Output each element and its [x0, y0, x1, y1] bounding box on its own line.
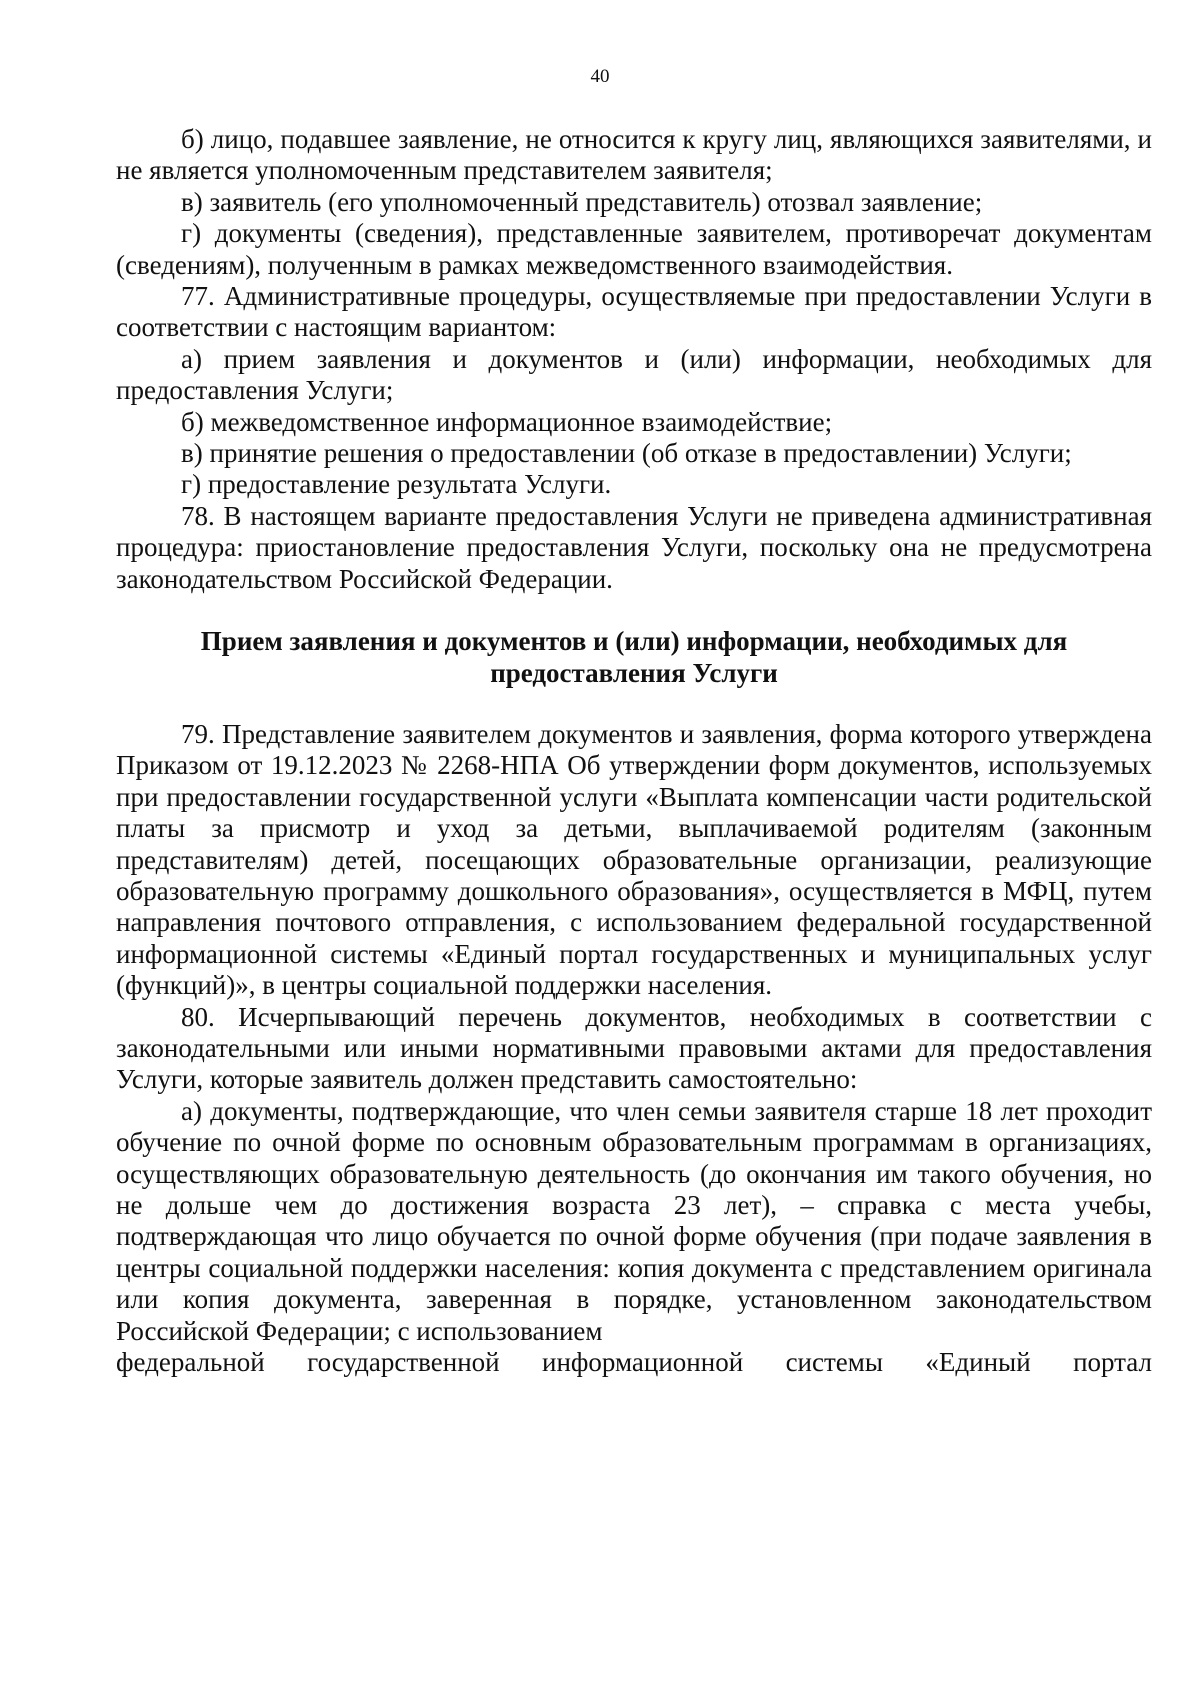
paragraph: в) заявитель (его уполномоченный представитель) отозвал заявление;	[181, 186, 983, 217]
paragraph: 78. В настоящем варианте предоставления Услуги не приведена административная процедура: приостановление предоставления Услуги, поскольку она не предусмотрена законодательством Российской Федерации.	[116, 500, 1152, 594]
paragraph: а) прием заявления и документов и (или) информации, необходимых для предоставления Услуги;	[116, 343, 1152, 406]
page-number: 40	[590, 66, 610, 87]
paragraph: г) предоставление результата Услуги.	[181, 469, 612, 500]
paragraph: б) лицо, подавшее заявление, не относится к кругу лиц, являющихся заявителями, и не является уполномоченным представителем заявителя;	[116, 124, 1152, 186]
section-heading: Прием заявления и документов и (или) информации, необходимых для предоставления Услуги	[200, 626, 1068, 688]
paragraph: в) принятие решения о предоставлении (об отказе в предоставлении) Услуги;	[181, 438, 1072, 469]
paragraph: 77. Административные процедуры, осуществляемые при предоставлении Услуги в соответствии с настоящим вариантом:	[116, 281, 1152, 343]
paragraph: б) межведомственное информационное взаимодействие;	[181, 406, 833, 437]
paragraph-continuation: федеральной государственной информационной системы «Единый портал	[116, 1347, 1152, 1378]
paragraph: а) документы, подтверждающие, что член семьи заявителя старше 18 лет проходит обучение по очной форме по основным образовательным программам в организациях, осуществляющих образовательную деятельность (до окончания им такого обучения, но не дольше чем до достижения возраста 23 лет), – справка с места учебы, подтверждающая что лицо обучается по очной форме обучения (при подаче заявления в центры социальной поддержки населения: копия документа с представлением оригинала или копия документа, заверенная в порядке, установленном законодательством Российской Федерации; с использованием	[116, 1095, 1152, 1346]
paragraph: г) документы (сведения), представленные заявителем, противоречат документам (сведениям), полученным в рамках межведомственного взаимодействия.	[116, 218, 1152, 280]
document-body	[116, 124, 1152, 1378]
paragraph: 79. Представление заявителем документов и заявления, форма которого утверждена Приказом от 19.12.2023 № 2268-НПА Об утверждении форм документов, используемых при предоставлении государственной услуги «Выплата компенсации части родительской платы за присмотр и уход за детьми, выплачиваемой родителям (законным представителям) детей, посещающих образовательные организации, реализующие образовательную программу дошкольного образования», осуществляется в МФЦ, путем направления почтового отправления, с использованием федеральной государственной информационной системы «Единый портал государственных и муниципальных услуг (функций)», в центры социальной поддержки населения.	[116, 718, 1152, 1001]
paragraph: 80. Исчерпывающий перечень документов, необходимых в соответствии с законодательными или иными нормативными правовыми актами для предоставления Услуги, которые заявитель должен представить самостоятельно:	[116, 1001, 1152, 1095]
